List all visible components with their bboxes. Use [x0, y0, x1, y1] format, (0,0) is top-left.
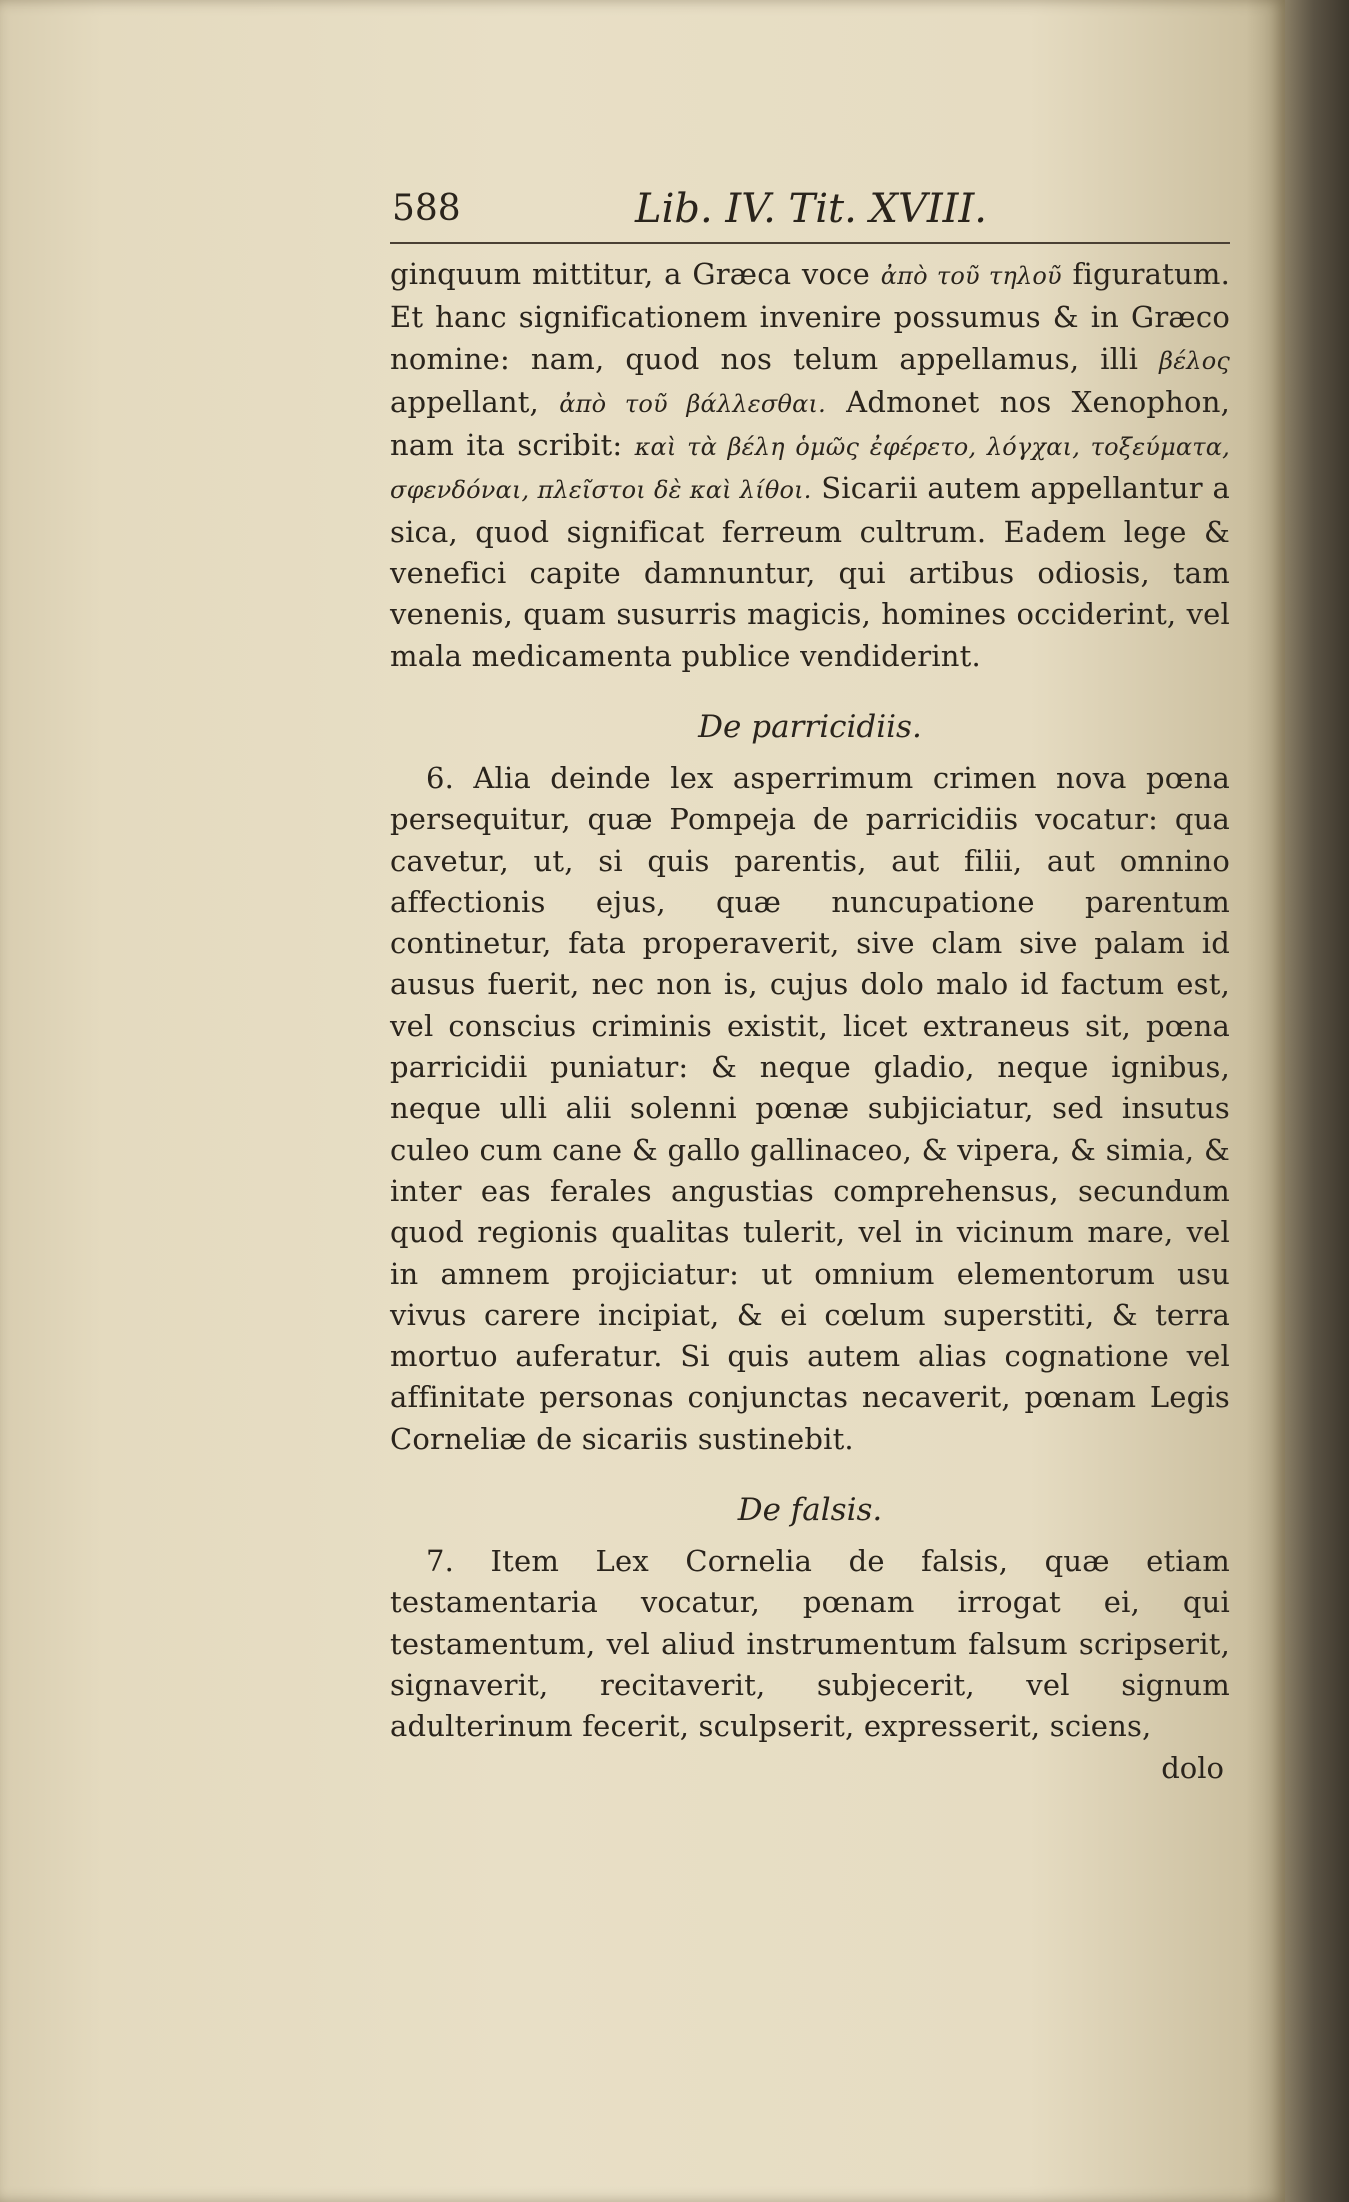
- paragraph-7: 7. Item Lex Cornelia de falsis, quæ etiam testamentaria vocatur, pœnam irrogat ei, qui testamentum, vel aliud instrumentum falsum scripserit, signaverit, recitaverit, subjecerit, vel signum adulterinum fecerit, sculpserit, expresserit, sciens,: [390, 1544, 1230, 1744]
- running-title: Lib. IV. Tit. XVIII.: [635, 186, 987, 232]
- greek-quotation: καὶ τὰ βέλη ὁμῶς ἐφέρετο, λόγχαι, τοξεύματα, σφενδόναι, πλεῖστοι δὲ καὶ λίθοι.: [390, 433, 1230, 505]
- paragraph-text: ginquum mittitur, a Græca voce: [390, 257, 881, 291]
- greek-phrase: ἀπὸ τοῦ τηλοῦ: [880, 262, 1062, 290]
- paragraph-6: 6. Alia deinde lex asperrimum crimen nova pœna persequitur, quæ Pompeja de parricidiis vocatur: qua cavetur, ut, si quis parentis, aut filii, aut omnino affectionis ejus, quæ nuncupatione parentum continetur, fata properaverit, sive clam sive palam id ausus fuerit, nec non is, cujus dolo malo id factum est, vel conscius criminis existit, licet extraneus sit, pœna parricidii puniatur: & neque gladio, neque ignibus, neque ulli alii solenni pœnæ subjiciatur, sed insutus culeo cum cane & gallo gallinaceo, & vipera, & simia, & inter eas ferales angustias comprehensus, secundum quod regionis qualitas tulerit, vel in vicinum mare, vel in amnem projiciatur: ut omnium elementorum usu vivus carere incipiat, & ei cœlum superstiti, & terra mortuo auferatur. Si quis autem alias cognatione vel affinitate personas conjunctas necaverit, pœnam Legis Corneliæ de sicariis sustinebit.: [390, 760, 1230, 1456]
- section-heading-parricidiis: De parricidiis.: [698, 708, 922, 745]
- text-block: [390, 180, 1230, 1789]
- catchword: dolo: [1161, 1750, 1224, 1785]
- paragraph-text: figuratum. Et hanc significationem invenire possumus & in Græco nomine: nam, quod nos telum appellamus, illi: [390, 257, 1230, 376]
- greek-phrase: βέλος: [1159, 346, 1230, 375]
- section-heading-falsis: De falsis.: [737, 1492, 883, 1529]
- paragraph-continued: [390, 254, 1230, 677]
- running-head: [390, 180, 1230, 244]
- page-number: 588: [392, 188, 461, 229]
- paragraph-text: Sicarii autem appellantur a sica, quod significat ferreum cultrum. Eadem lege & venefici capite damnuntur, qui artibus odiosis, tam venenis, quam susurris magicis, homines occiderint, vel mala medicamenta publice vendiderint.: [390, 471, 1230, 673]
- greek-phrase: ἀπὸ τοῦ βάλλεσθαι.: [559, 389, 826, 418]
- paragraph-text: Admonet nos Xenophon, nam ita scribit:: [390, 384, 1230, 463]
- paragraph-text: appellant,: [390, 384, 560, 419]
- book-gutter: [1285, 0, 1349, 2202]
